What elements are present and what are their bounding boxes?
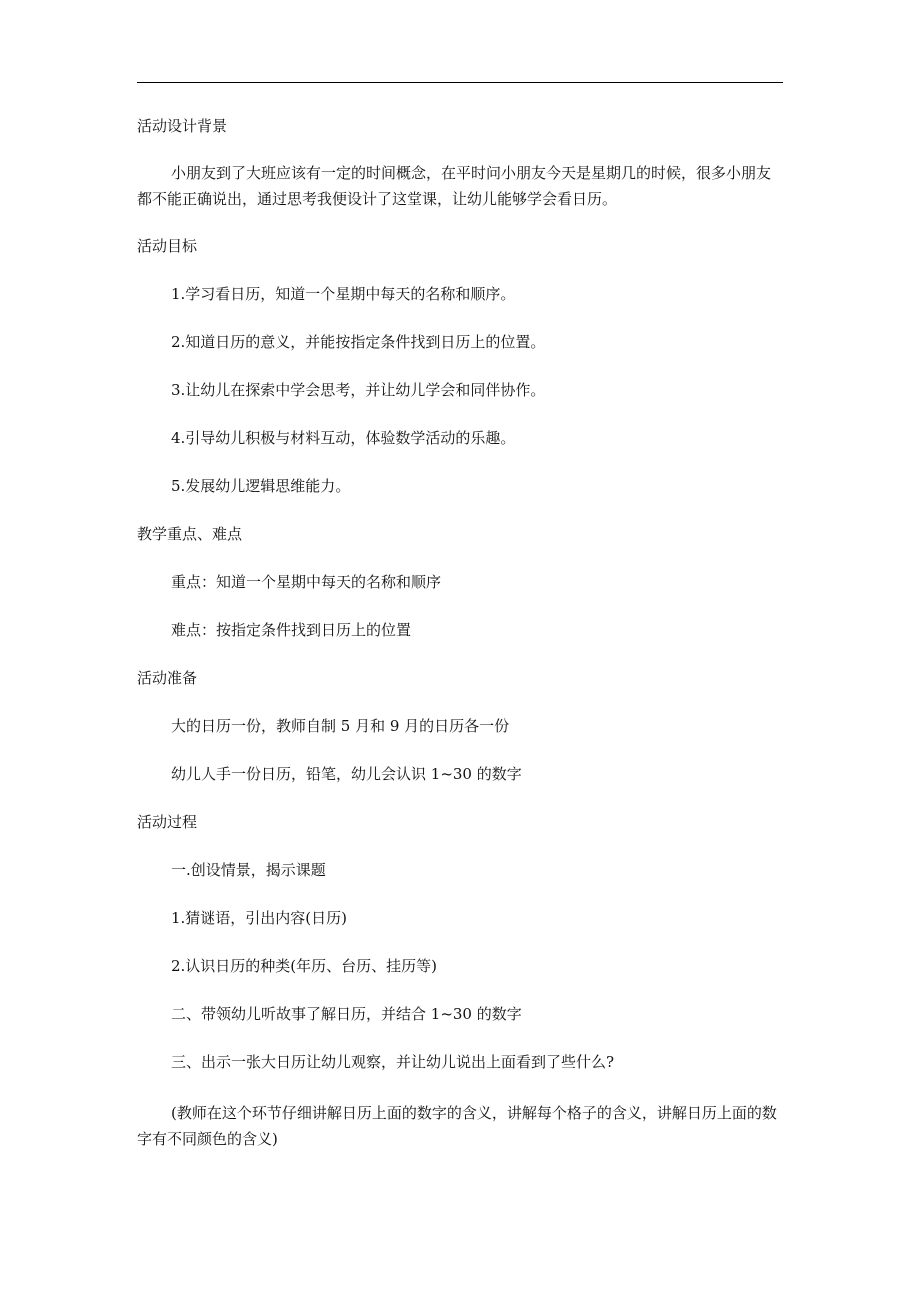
process-item-1: 一.创设情景，揭示课题 [171, 861, 326, 879]
section-heading-key-points: 教学重点、难点 [137, 525, 243, 543]
goal-item-5: 5.发展幼儿逻辑思维能力。 [171, 477, 351, 495]
goal-item-2: 2.知道日历的意义，并能按指定条件找到日历上的位置。 [171, 333, 546, 351]
process-item-4: 二、带领幼儿听故事了解日历，并结合 1~30 的数字 [171, 1005, 522, 1023]
process-item-2: 1.猜谜语，引出内容(日历) [171, 909, 348, 927]
process-item-3: 2.认识日历的种类(年历、台历、挂历等) [171, 957, 438, 975]
preparation-item-1: 大的日历一份，教师自制 5 月和 9 月的日历各一份 [171, 717, 510, 735]
goal-item-1: 1.学习看日历，知道一个星期中每天的名称和顺序。 [171, 285, 516, 303]
header-rule [137, 82, 783, 83]
goal-item-3: 3.让幼儿在探索中学会思考，并让幼儿学会和同伴协作。 [171, 381, 546, 399]
difficulty-item: 难点：按指定条件找到日历上的位置 [171, 621, 412, 639]
background-paragraph: 小朋友到了大班应该有一定的时间概念，在平时问小朋友今天是星期几的时候，很多小朋友都不能正确说出，通过思考我便设计了这堂课，让幼儿能够学会看日历。 [137, 164, 772, 208]
section-heading-background: 活动设计背景 [137, 117, 228, 135]
goal-item-4: 4.引导幼儿积极与材料互动，体验数学活动的乐趣。 [171, 429, 516, 447]
preparation-item-2: 幼儿人手一份日历，铅笔，幼儿会认识 1~30 的数字 [171, 765, 522, 783]
section-heading-preparation: 活动准备 [137, 669, 198, 687]
process-note-paragraph: (教师在这个环节仔细讲解日历上面的数字的含义，讲解每个格子的含义，讲解日历上面的数字有不同颜色的含义) [137, 1104, 777, 1148]
section-heading-goals: 活动目标 [137, 237, 198, 255]
key-point-item: 重点：知道一个星期中每天的名称和顺序 [171, 573, 442, 591]
section-heading-process: 活动过程 [137, 813, 198, 831]
process-item-5: 三、出示一张大日历让幼儿观察，并让幼儿说出上面看到了些什么? [171, 1053, 615, 1071]
